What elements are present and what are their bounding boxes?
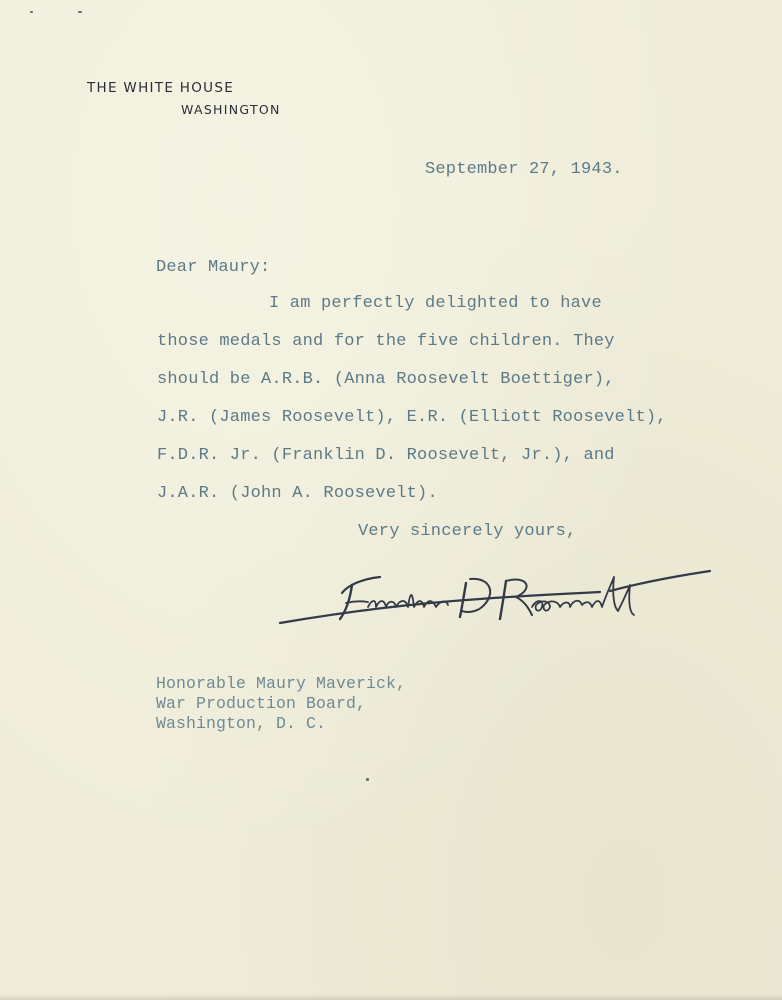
- letter-salutation: Dear Maury:: [156, 258, 271, 277]
- paper-speck: [30, 11, 33, 13]
- letter-closing: Very sincerely yours,: [358, 522, 577, 541]
- paper-speck: [78, 11, 82, 13]
- letter-body-line: F.D.R. Jr. (Franklin D. Roosevelt, Jr.), and: [157, 446, 615, 465]
- recipient-line: Washington, D. C.: [156, 714, 327, 733]
- letter-date: September 27, 1943.: [425, 160, 623, 179]
- recipient-line: War Production Board,: [156, 694, 367, 713]
- paper-edge-shadow: [0, 994, 782, 1000]
- letter-body-line: those medals and for the five children. They: [157, 332, 615, 351]
- paper-speck: [366, 778, 369, 781]
- signature-handwritten: [270, 555, 720, 645]
- letter-body-line: should be A.R.B. (Anna Roosevelt Boettiger),: [157, 370, 615, 389]
- recipient-line: Honorable Maury Maverick,: [156, 674, 407, 693]
- letter-body-line: J.A.R. (John A. Roosevelt).: [157, 484, 438, 503]
- letter-body-line: J.R. (James Roosevelt), E.R. (Elliott Roosevelt),: [157, 408, 667, 427]
- letter-body-line: I am perfectly delighted to have: [269, 294, 602, 313]
- letterhead-subtitle: WASHINGTON: [181, 102, 281, 117]
- letterhead-title: THE WHITE HOUSE: [87, 80, 235, 96]
